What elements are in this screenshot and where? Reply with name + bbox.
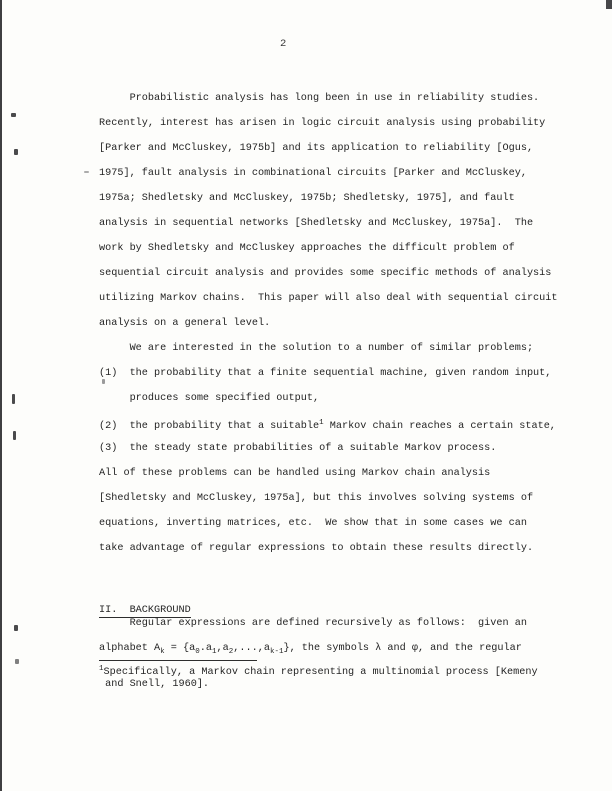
- text-line: [Parker and McCluskey, 1975b] and its application to reliability [Ogus,: [99, 143, 534, 154]
- body-paragraphs: [99, 86, 558, 561]
- text-line: produces some specified output,: [99, 393, 320, 404]
- text-line: analysis on a general level.: [99, 318, 271, 329]
- text-line: equations, inverting matrices, etc. We show that in some cases we can: [99, 518, 527, 529]
- text-line: and Snell, 1960].: [99, 679, 210, 690]
- text-line: 1975], fault analysis in combinational circuits [Parker and McCluskey,: [99, 168, 527, 179]
- text-line: (1) the probability that a finite sequential machine, given random input,: [99, 368, 552, 379]
- text-line: take advantage of regular expressions to obtain these results directly.: [99, 543, 534, 554]
- text-line: analysis in sequential networks [Shedletsky and McCluskey, 1975a]. The: [99, 218, 534, 229]
- scan-speck: [14, 625, 18, 631]
- scan-speck: [13, 431, 16, 440]
- text-line: [Shedletsky and McCluskey, 1975a], but this involves solving systems of: [99, 493, 534, 504]
- text-line: 1975a; Shedletsky and McCluskey, 1975b; Shedletsky, 1975], and fault: [99, 193, 515, 204]
- scan-speck: [84, 171, 89, 173]
- text-line: Probabilistic analysis has long been in use in reliability studies.: [99, 93, 540, 104]
- page-number: 2: [280, 38, 287, 50]
- text-line: sequential circuit analysis and provides some specific methods of analysis: [99, 268, 552, 279]
- text-line: alphabet $A_k = \{a_0.a_1,a_2,...,a_{k-1}\}$, the symbols λ and φ, and the regular: [99, 643, 522, 656]
- scan-speck: [11, 113, 16, 117]
- text-line: Regular expressions are defined recursively as follows: given an: [99, 618, 527, 629]
- footnote: [99, 662, 538, 692]
- scan-speck: [14, 149, 18, 155]
- background-paragraph: [99, 611, 527, 661]
- text-line: Recently, interest has arisen in logic circuit analysis using probability: [99, 118, 546, 129]
- section-heading-text: II. BACKGROUND: [99, 605, 191, 616]
- text-line: work by Shedletsky and McCluskey approaches the difficult problem of: [99, 243, 515, 254]
- footnote-separator-rule: [99, 660, 257, 661]
- text-line: (2) the probability that a suitable$^1$ Markov chain reaches a certain state,: [99, 419, 556, 432]
- scan-corner-mark: [606, 0, 612, 9]
- scan-speck: [12, 394, 15, 404]
- scan-edge-shadow: [0, 0, 2, 791]
- text-line: $^1$Specifically, a Markov chain representing a multinomial process [Kemeny: [99, 665, 538, 678]
- text-line: utilizing Markov chains. This paper will also deal with sequential circuit: [99, 293, 558, 304]
- scan-speck: [15, 659, 19, 664]
- text-line: (3) the steady state probabilities of a suitable Markov process.: [99, 443, 497, 454]
- text-line: We are interested in the solution to a number of similar problems;: [99, 343, 534, 354]
- text-line: All of these problems can be handled using Markov chain analysis: [99, 468, 491, 479]
